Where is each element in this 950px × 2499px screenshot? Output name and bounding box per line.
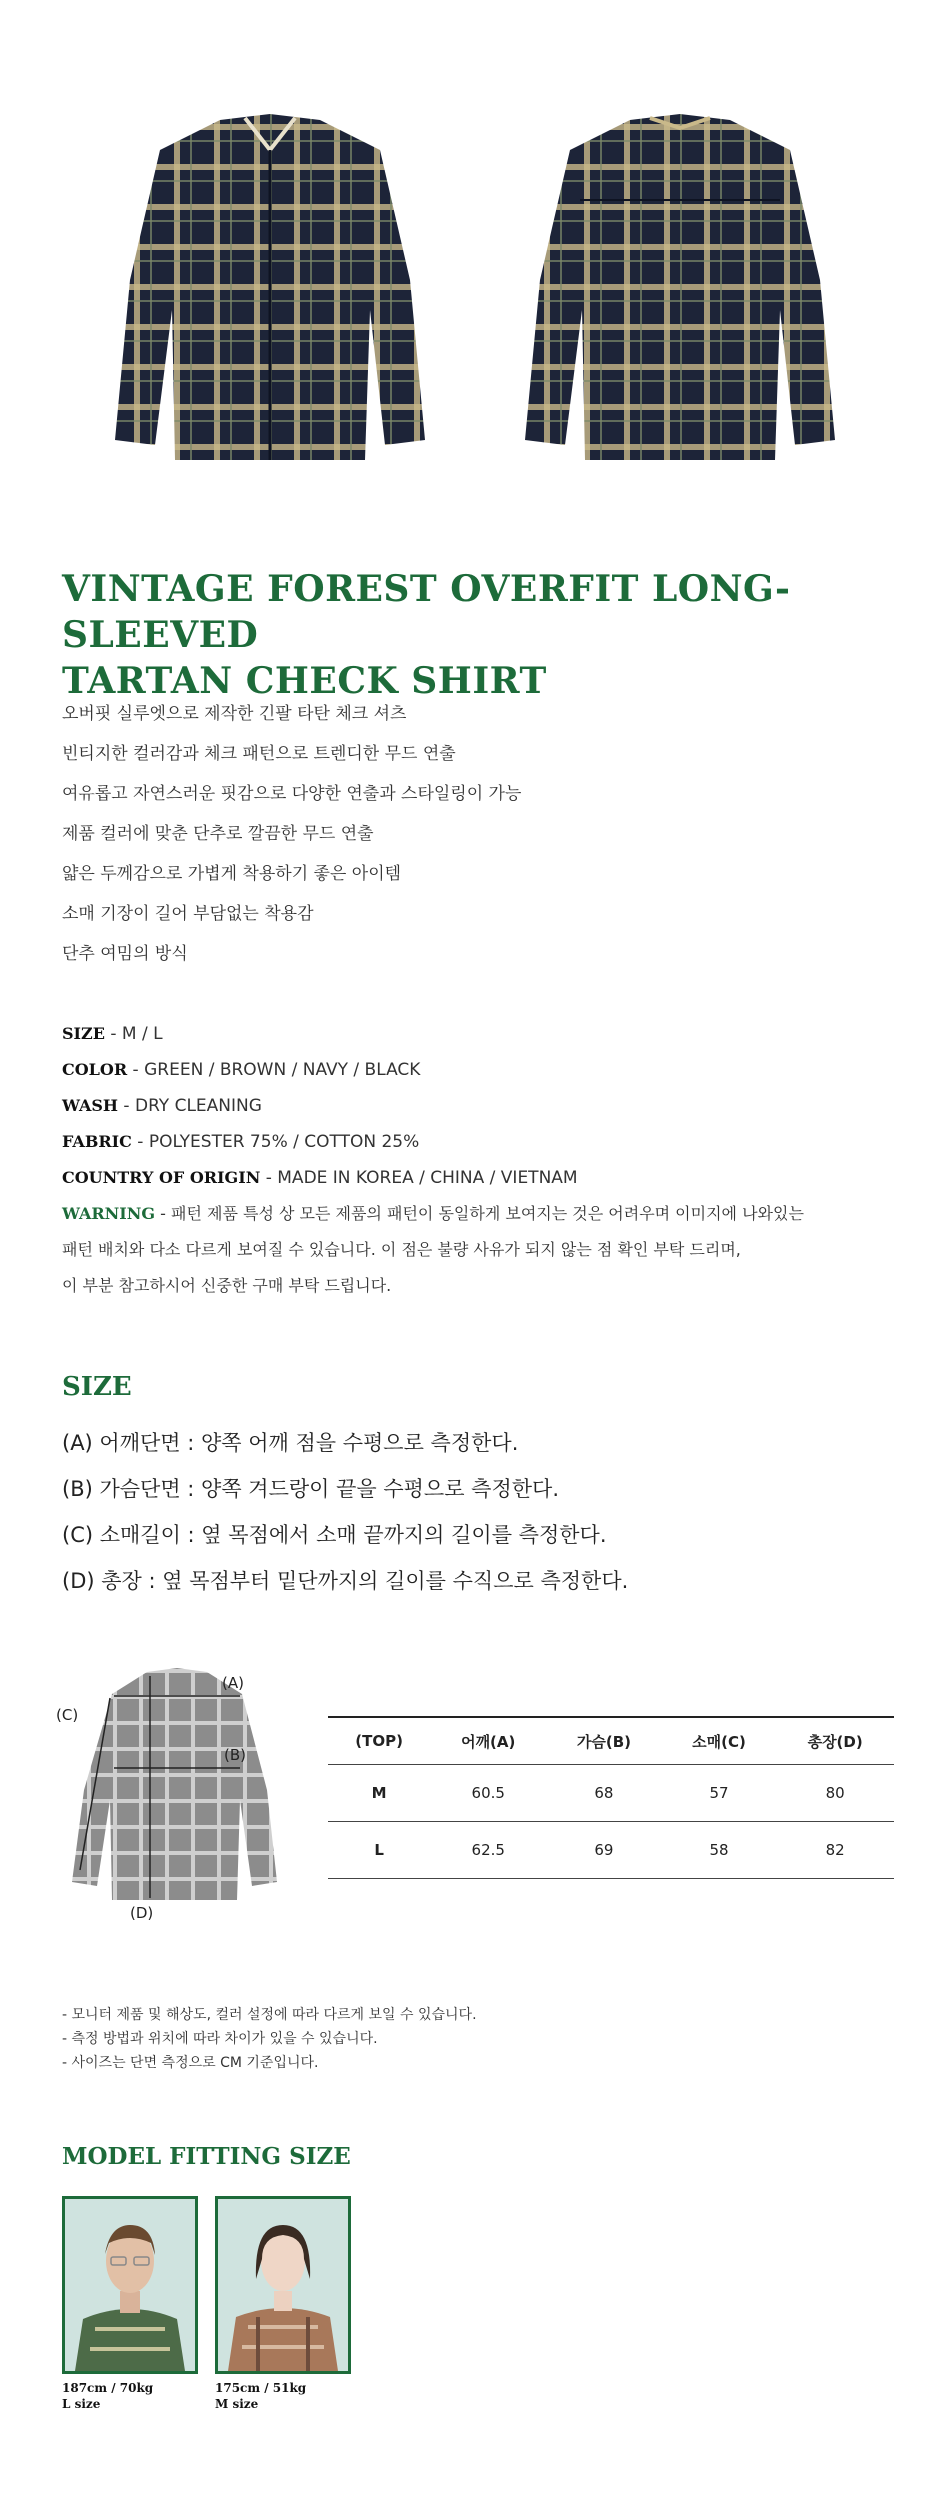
label-a: (A) [222,1674,244,1692]
col-header: 어깨(A) [430,1717,546,1765]
spec-wash-value: DRY CLEANING [134,1096,262,1116]
spec-size-value: M / L [121,1024,163,1044]
table-cell: 80 [776,1765,894,1822]
note-line: - 사이즈는 단면 측정으로 CM 기준입니다. [62,2055,319,2071]
size-table [328,1716,894,1879]
spec-size-key: SIZE [62,1024,105,1043]
measurement-line: (C) 소매길이 : 옆 목점에서 소매 끝까지의 길이를 측정한다. [62,1523,607,1547]
size-heading: SIZE [62,1372,132,1402]
spec-wash-key: WASH [62,1096,119,1115]
description-line: 단추 여밈의 방식 [62,944,188,964]
measurement-line: (D) 총장 : 옆 목점부터 밑단까지의 길이를 수직으로 측정한다. [62,1569,629,1593]
warning-line: 패턴 제품 특성 상 모든 제품의 패턴이 동일하게 보여지는 것은 어려우며 이미지에 나와있는 [171,1204,804,1223]
table-cell: 62.5 [430,1822,546,1879]
product-description [62,694,521,974]
spec-fabric-value: POLYESTER 75% / COTTON 25% [148,1132,420,1152]
spec-warning: WARNING - 패턴 제품 특성 상 모든 제품의 패턴이 동일하게 보여지는 것은 어려우며 이미지에 나와있는 [62,1204,804,1223]
product-specs [62,1016,804,1304]
measurement-guide [62,1420,628,1604]
table-cell: L [328,1822,430,1879]
warning-line: 패턴 배치와 다소 다르게 보여질 수 있습니다. 이 점은 불량 사유가 되지 않는 점 확인 부탁 드리며, [62,1240,741,1259]
product-title [62,566,902,704]
table-cell: 60.5 [430,1765,546,1822]
label-b: (B) [224,1746,246,1764]
measurement-line: (B) 가슴단면 : 양쪽 겨드랑이 끝을 수평으로 측정한다. [62,1477,559,1501]
col-header: 가슴(B) [546,1717,662,1765]
model-photo-male [62,2196,198,2374]
spec-color-value: GREEN / BROWN / NAVY / BLACK [144,1060,421,1080]
model-caption-male [62,2380,153,2412]
table-cell: 58 [662,1822,777,1879]
product-title-line1: VINTAGE FOREST OVERFIT LONG-SLEEVED [62,568,791,656]
description-line: 오버핏 실루엣으로 제작한 긴팔 타탄 체크 셔츠 [62,704,407,724]
warning-line: 이 부분 참고하시어 신중한 구매 부탁 드립니다. [62,1276,392,1295]
description-line: 여유롭고 자연스러운 핏감으로 다양한 연출과 스타일링이 가능 [62,784,522,804]
spec-wash: WASH - DRY CLEANING [62,1096,262,1116]
model-measure: 175cm / 51kg [215,2381,307,2395]
spec-color-key: COLOR [62,1060,128,1079]
spec-warning-key: WARNING [62,1204,156,1223]
description-line: 소매 기장이 길어 부담없는 착용감 [62,904,314,924]
table-row [328,1822,894,1879]
note-line: - 모니터 제품 및 해상도, 컬러 설정에 따라 다르게 보일 수 있습니다. [62,2007,477,2023]
table-cell: 68 [546,1765,662,1822]
size-notes [62,2003,477,2075]
model-measure: 187cm / 70kg [62,2381,154,2395]
spec-fabric: FABRIC - POLYESTER 75% / COTTON 25% [62,1132,420,1152]
spec-size: SIZE - M / L [62,1024,163,1044]
spec-origin-key: COUNTRY OF ORIGIN [62,1168,261,1187]
model-fitting-heading: MODEL FITTING SIZE [62,2143,351,2170]
spec-fabric-key: FABRIC [62,1132,132,1151]
model-size: M size [215,2397,259,2411]
measurement-diagram [52,1660,292,1920]
col-header: (TOP) [328,1717,430,1765]
col-header: 총장(D) [776,1717,894,1765]
description-line: 제품 컬러에 맞춘 단추로 깔끔한 무드 연출 [62,824,374,844]
note-line: - 측정 방법과 위치에 따라 차이가 있을 수 있습니다. [62,2031,378,2047]
product-front-photo [80,110,460,480]
model-size: L size [62,2397,101,2411]
table-cell: 82 [776,1822,894,1879]
size-table-header [328,1717,894,1765]
measurement-line: (A) 어깨단면 : 양쪽 어깨 점을 수평으로 측정한다. [62,1431,519,1455]
table-cell: 69 [546,1822,662,1879]
spec-origin-value: MADE IN KOREA / CHINA / VIETNAM [277,1168,578,1188]
label-d: (D) [130,1904,154,1920]
col-header: 소매(C) [662,1717,777,1765]
spec-color: COLOR - GREEN / BROWN / NAVY / BLACK [62,1060,421,1080]
description-line: 얇은 두께감으로 가볍게 착용하기 좋은 아이템 [62,864,402,884]
table-cell: 57 [662,1765,777,1822]
spec-origin: COUNTRY OF ORIGIN - MADE IN KOREA / CHINA / VIETNAM [62,1168,578,1188]
table-cell: M [328,1765,430,1822]
product-title-line2: TARTAN CHECK SHIRT [62,660,547,702]
model-caption-female [215,2380,306,2412]
table-row [328,1765,894,1822]
model-photo-female [215,2196,351,2374]
description-line: 빈티지한 컬러감과 체크 패턴으로 트렌디한 무드 연출 [62,744,456,764]
product-back-photo [490,110,870,480]
label-c: (C) [56,1706,79,1724]
